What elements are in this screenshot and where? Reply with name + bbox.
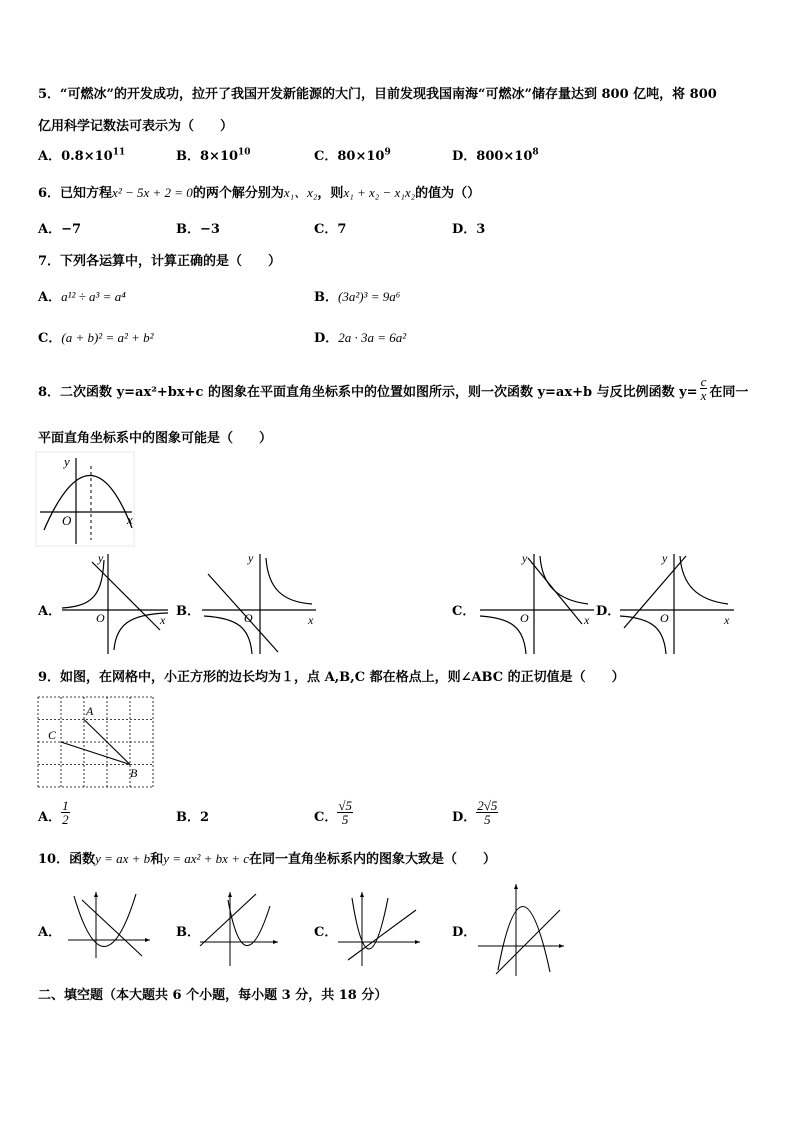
q6-option-a[interactable]: A．−7	[38, 222, 82, 237]
q10-option-a-graph[interactable]	[66, 890, 156, 960]
q5-option-d[interactable]: D．$800\times 10^8$	[452, 147, 539, 164]
q10-option-d-graph[interactable]	[476, 882, 572, 978]
q10-option-d-label[interactable]: D．	[452, 925, 477, 940]
q10-option-a-label[interactable]: A．	[38, 925, 62, 940]
q8-option-a-label[interactable]: A．	[38, 604, 62, 619]
point-c-label: C	[48, 728, 57, 742]
svg-text:y: y	[662, 551, 668, 565]
q7-option-a[interactable]: A．a¹² ÷ a³ = a⁴	[38, 289, 126, 305]
q5-option-a[interactable]: A．$0.8\times 10^{11}$	[38, 147, 126, 164]
svg-text:O: O	[660, 611, 669, 625]
q8-option-d-label[interactable]: D．	[596, 604, 621, 619]
parabola-curve	[44, 475, 132, 530]
q8-option-d-graph[interactable]	[616, 550, 736, 656]
svg-text:O: O	[96, 611, 105, 625]
svg-text:x: x	[584, 613, 590, 627]
q9-grid-figure	[38, 697, 156, 791]
q5-option-c[interactable]: C．$80\times 10^9$	[314, 147, 391, 164]
svg-text:x: x	[308, 613, 314, 627]
point-a-label: A	[86, 704, 94, 718]
q8-option-c-graph[interactable]	[476, 550, 596, 656]
point-b-label: B	[130, 766, 138, 780]
q10-option-c-graph[interactable]	[336, 890, 426, 968]
q5-option-b[interactable]: B．$8\times 10^{10}$	[176, 147, 251, 164]
q9-option-a[interactable]: A． $\frac{1}{2}$	[38, 798, 69, 827]
x-axis-label: x	[127, 512, 133, 527]
q8-option-c-label[interactable]: C．	[452, 604, 476, 619]
origin-label: O	[62, 513, 72, 528]
q7-option-b[interactable]: B．(3a²)³ = 9a⁶	[314, 289, 401, 305]
y-axis-label: y	[64, 454, 70, 469]
q8-option-a-graph[interactable]	[58, 550, 170, 656]
svg-text:O: O	[520, 611, 529, 625]
q6-option-c[interactable]: C．7	[314, 222, 347, 237]
svg-text:y: y	[522, 551, 528, 565]
q10-option-c-label[interactable]: C．	[314, 925, 338, 940]
svg-text:y: y	[248, 551, 254, 565]
q6-stem: 6．已知方程x² − 5x + 2 = 0的两个解分别为x₁、x₂，则x₁ + x₂ − x₁x₂的值为（）	[38, 185, 481, 201]
q9-option-d[interactable]: D． $\frac{2√5}{5}$	[452, 798, 498, 827]
q9-option-b[interactable]: B．2	[176, 810, 210, 825]
q8-stem-line2: 平面直角坐标系中的图象可能是（ ）	[38, 431, 273, 446]
q6-option-b[interactable]: B．−3	[176, 222, 220, 237]
q7-stem: 7．下列各运算中，计算正确的是（ ）	[38, 254, 282, 269]
q5-stem-line1: 5．“可燃冰”的开发成功，拉开了我国开发新能源的大门，目前发现我国南海“可燃冰”储存量达到 800 亿吨，将 800	[38, 87, 717, 102]
svg-text:O: O	[244, 611, 253, 625]
q8-option-b-label[interactable]: B．	[176, 604, 200, 619]
c-over-x-fraction: $\frac{c}{x}$	[700, 374, 707, 403]
q9-option-c[interactable]: C． $\frac{√5}{5}$	[314, 798, 352, 827]
q8-option-b-graph[interactable]	[198, 550, 318, 656]
svg-text:y: y	[98, 551, 104, 565]
svg-text:x: x	[724, 613, 730, 627]
q7-option-c[interactable]: C．(a + b)² = a² + b²	[38, 330, 154, 346]
q10-option-b-label[interactable]: B．	[176, 925, 200, 940]
svg-text:x: x	[160, 613, 166, 627]
section-2-title: 二、填空题（本大题共 6 个小题，每小题 3 分，共 18 分）	[38, 988, 388, 1003]
segment-cb	[61, 742, 130, 765]
q8-parabola-figure	[36, 452, 136, 548]
q10-option-b-graph[interactable]	[198, 890, 288, 968]
q9-stem: 9．如图，在网格中，小正方形的边长均为１，点 A,B,C 都在格点上，则∠ABC 的正切值是（ ）	[38, 670, 625, 685]
q7-option-d[interactable]: D．2a · 3a = 6a²	[314, 330, 407, 346]
q10-stem: 10．函数y = ax + b和y = ax² + bx + c在同一直角坐标系内的图象大致是（ ）	[38, 851, 497, 867]
q5-stem-line2: 亿用科学记数法可表示为（ ）	[38, 119, 234, 134]
q8-stem-line1: 8．二次函数 y=ax²+bx+c 的图象在平面直角坐标系中的位置如图所示，则一次函数 y=ax+b 与反比例函数 y= $\frac{c}{x}$ 在同一	[38, 374, 749, 403]
q6-option-d[interactable]: D．3	[452, 222, 486, 237]
